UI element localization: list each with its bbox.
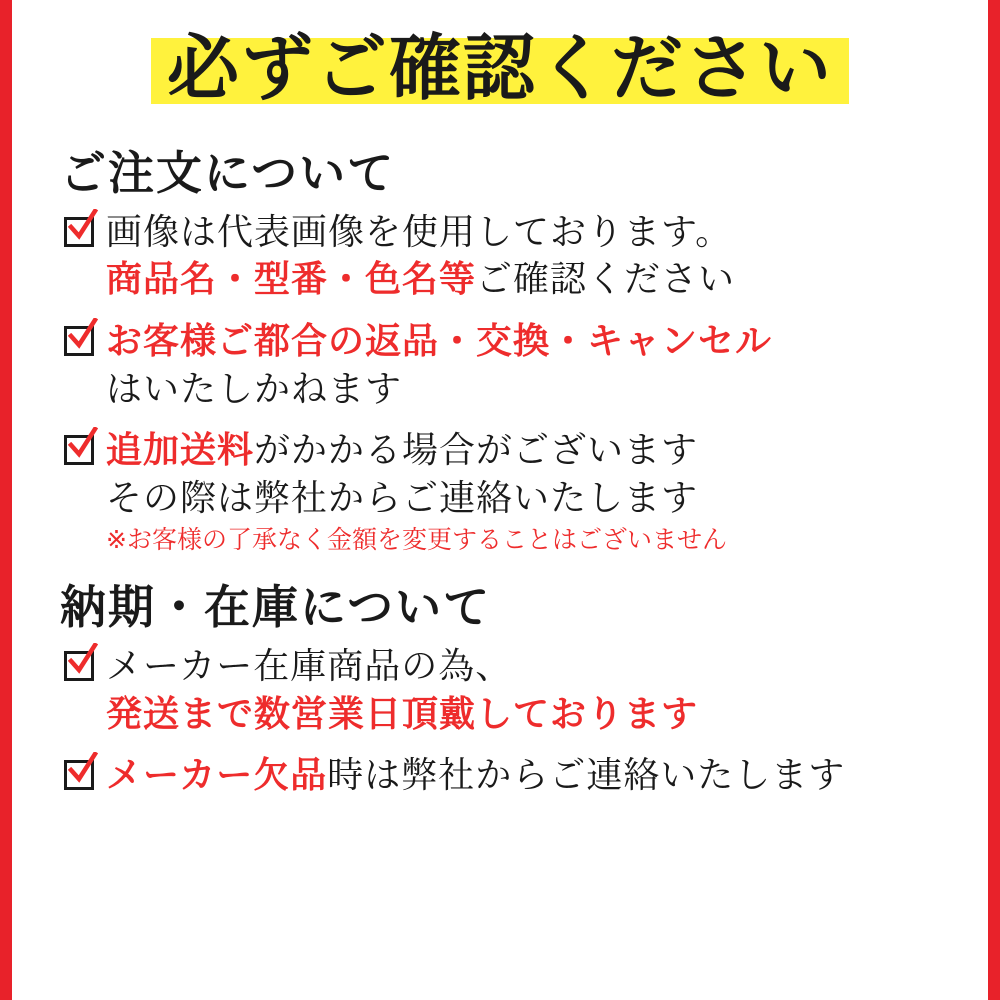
list-item-text (106, 209, 958, 304)
list-item (64, 752, 958, 800)
text-line: 追加送料がかかる場合がございます (106, 430, 699, 472)
list-item-text (106, 427, 958, 557)
section-heading-order: ご注文について (60, 145, 396, 200)
page-title-wrap (42, 26, 958, 111)
text-line: その際は弊社からご連絡いたします (106, 477, 699, 519)
left-red-bar (0, 0, 12, 1000)
list-item (64, 643, 958, 738)
checkbox-checked-icon (64, 760, 98, 794)
right-red-bar (988, 0, 1000, 1000)
text-line-note: ※お客様の了承なく金額を変更することはございません (106, 525, 727, 555)
checkbox-checked-icon (64, 217, 98, 251)
text-line: メーカー在庫商品の為、 (106, 646, 513, 688)
section-heading-delivery: 納期・在庫について (60, 580, 492, 635)
list-item (64, 318, 958, 413)
text-line: はいたしかねます (106, 368, 403, 410)
list-item-text (106, 752, 958, 800)
text-line: メーカー欠品時は弊社からご連絡いたします (106, 755, 846, 797)
checkbox-checked-icon (64, 651, 98, 685)
text-line: お客様ご都合の返品・交換・キャンセル (106, 320, 773, 362)
page-title: 必ずご確認ください (151, 26, 849, 111)
text-line: 商品名・型番・色名等ご確認ください (106, 259, 736, 301)
list-item (64, 427, 958, 557)
section-order (42, 137, 958, 557)
text-line: 画像は代表画像を使用しております。 (106, 211, 733, 253)
text-line: 発送まで数営業日頂戴しております (106, 693, 699, 735)
list-item (64, 209, 958, 304)
checkbox-checked-icon (64, 435, 98, 469)
section-delivery (42, 571, 958, 800)
list-item-text (106, 318, 958, 413)
list-item-text (106, 643, 958, 738)
checkbox-checked-icon (64, 326, 98, 360)
notice-content (12, 0, 988, 1000)
